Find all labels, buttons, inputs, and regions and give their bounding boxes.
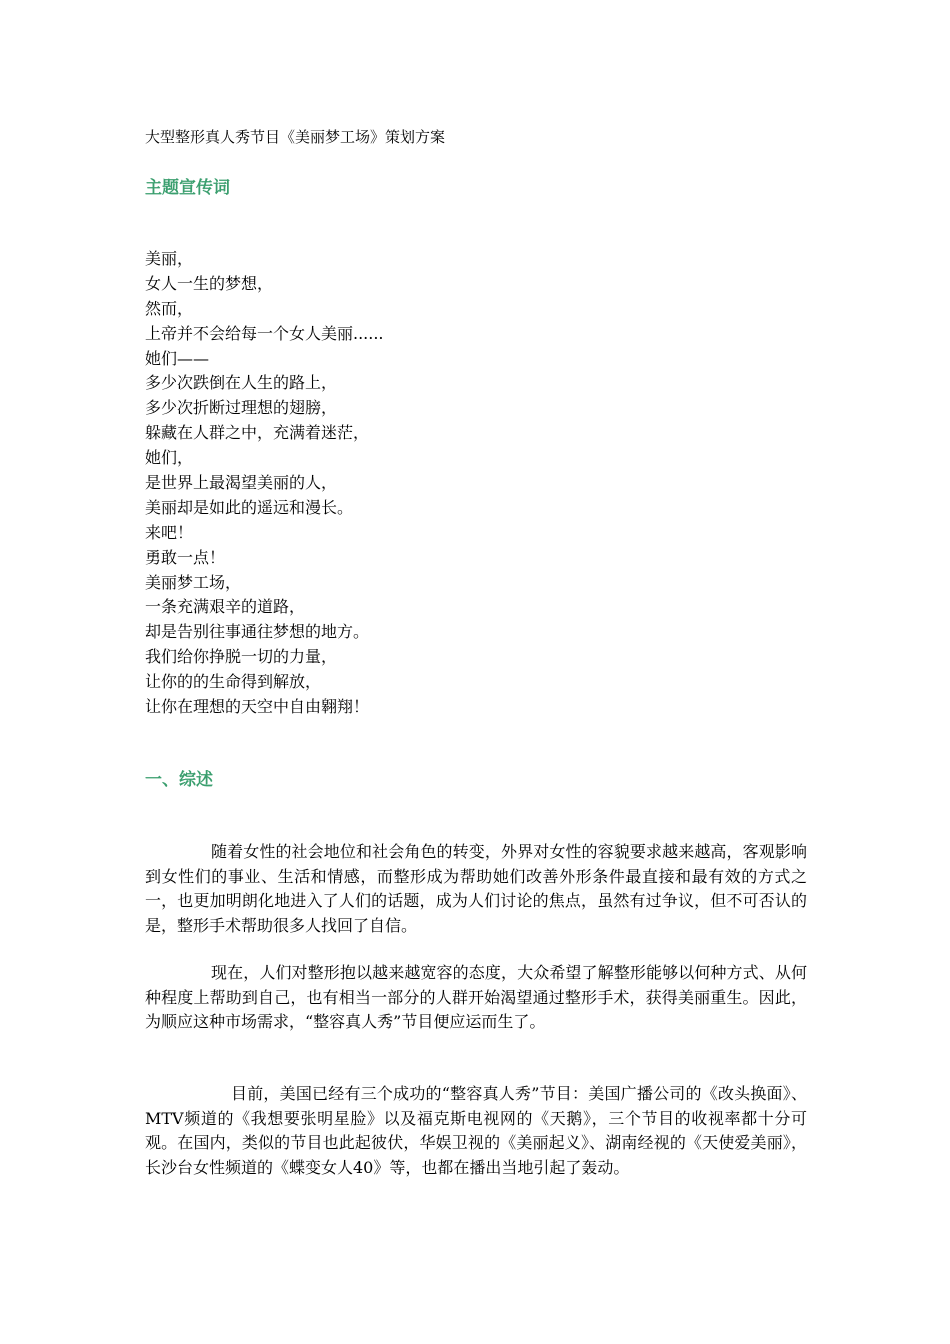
poem-line: 是世界上最渴望美丽的人， (145, 473, 338, 493)
poem-line: 我们给你挣脱一切的力量， (145, 647, 338, 667)
poem-line: 却是告别往事通往梦想的地方。 (145, 622, 370, 642)
poem-line: 上帝并不会给每一个女人美丽...... (145, 323, 384, 343)
poem-line: 女人一生的梦想， (145, 273, 274, 293)
poem-line: 美丽梦工场， (145, 572, 242, 592)
poem-line: 她们—— (145, 348, 210, 368)
summary-paragraph-3: 目前，美国已经有三个成功的“整容真人秀”节目：美国广播公司的《改头换面》、MTV频道的《我想要张明星脸》以及福克斯电视网的《天鹅》，三个节目的收视率都十分可观。在国内，类似的节目也此起彼伏，华娱卫视的《美丽起义》、湖南经视的《天使爱美丽》，长沙台女性频道的《蝶变女人40》等，也都在播出当地引起了轰动。 (145, 1084, 807, 1178)
document-title: 大型整形真人秀节目《美丽梦工场》策划方案 (145, 128, 446, 146)
summary-paragraph-1: 随着女性的社会地位和社会角色的转变，外界对女性的容貌要求越来越高，客观影响到女性们的事业、生活和情感，而整形成为帮助她们改善外形条件最直接和最有效的方式之一，也更加明朗化地进入了人们的话题，成为人们讨论的焦点，虽然有过争议，但不可否认的是，整形手术帮助很多人找回了自信。 (145, 842, 807, 936)
poem-line: 躲藏在人群之中，充满着迷茫， (145, 423, 370, 443)
poem-line: 美丽却是如此的遥远和漫长。 (145, 497, 354, 517)
poem-line: 一条充满艰辛的道路， (145, 597, 306, 617)
poem-line: 多少次折断过理想的翅膀， (145, 398, 338, 418)
poem-line: 然而， (145, 298, 194, 318)
poem-line: 勇敢一点！ (145, 547, 226, 567)
poem-line: 她们， (145, 448, 194, 468)
poem-line: 美丽， (145, 249, 194, 268)
poem-line: 让你的的生命得到解放， (145, 672, 322, 692)
summary-heading: 一、综述 (145, 770, 213, 790)
summary-paragraph-2: 现在，人们对整形抱以越来越宽容的态度，大众希望了解整形能够以何种方式、从何种程度上帮助到自己，也有相当一部分的人群开始渴望通过整形手术，获得美丽重生。因此，为顺应这种市场需求，“整容真人秀”节目便应运而生了。 (145, 963, 807, 1032)
slogan-poem (145, 247, 384, 720)
poem-line: 让你在理想的天空中自由翱翔！ (145, 697, 370, 717)
poem-line: 来吧！ (145, 522, 194, 542)
slogan-heading: 主题宣传词 (145, 178, 230, 198)
poem-line: 多少次跌倒在人生的路上， (145, 373, 338, 393)
